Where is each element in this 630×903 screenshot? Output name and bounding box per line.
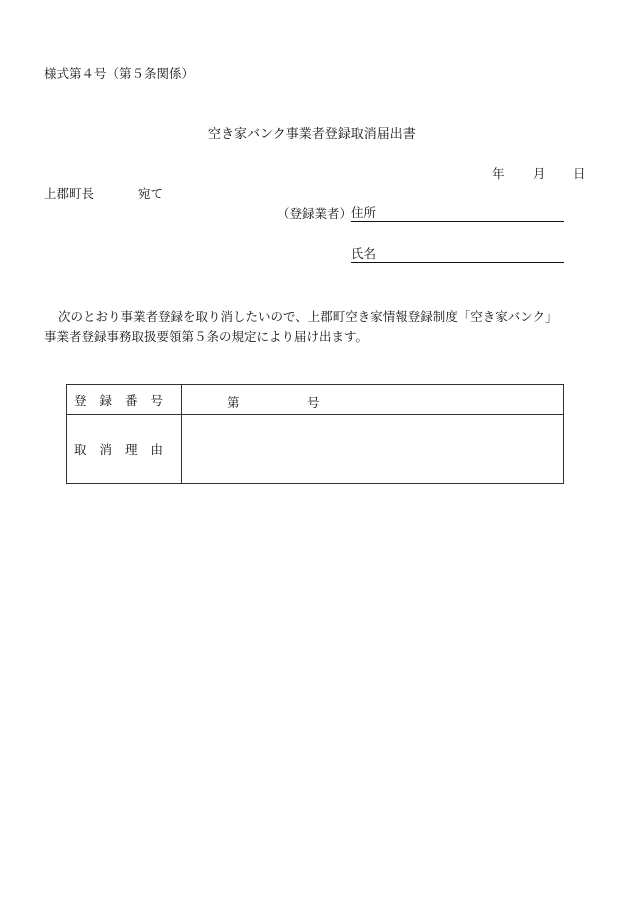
registration-number-suffix: 号 <box>307 395 320 410</box>
registration-number-field[interactable] <box>182 385 564 415</box>
applicant-role-label: （登録業者） <box>277 206 353 221</box>
document-title: 空き家バンク事業者登録取消届出書 <box>208 127 416 142</box>
registration-number-prefix: 第 <box>227 395 240 410</box>
addressee-name: 上郡町長 <box>44 186 95 201</box>
body-text <box>44 307 589 347</box>
table-row <box>67 415 564 484</box>
address-label: 住所 <box>351 205 377 220</box>
address-field[interactable] <box>351 207 564 222</box>
table-row <box>67 385 564 415</box>
addressee-suffix: 宛て <box>138 186 164 201</box>
form-number: 様式第４号（第５条関係） <box>44 66 195 81</box>
day-label: 日 <box>573 166 586 181</box>
cancellation-reason-field[interactable] <box>182 415 564 484</box>
name-label: 氏名 <box>351 246 377 261</box>
body-line-1: 次のとおり事業者登録を取り消したいので、上郡町空き家情報登録制度「空き家バンク」 <box>58 309 558 324</box>
month-label: 月 <box>533 166 546 181</box>
body-line-2: 事業者登録事務取扱要領第５条の規定により届け出ます。 <box>44 329 369 344</box>
cancellation-reason-label: 取消理由 <box>67 415 182 484</box>
registration-number-label: 登録番号 <box>67 385 182 415</box>
name-field[interactable] <box>351 248 564 263</box>
registration-table <box>66 384 564 484</box>
year-label: 年 <box>492 166 505 181</box>
